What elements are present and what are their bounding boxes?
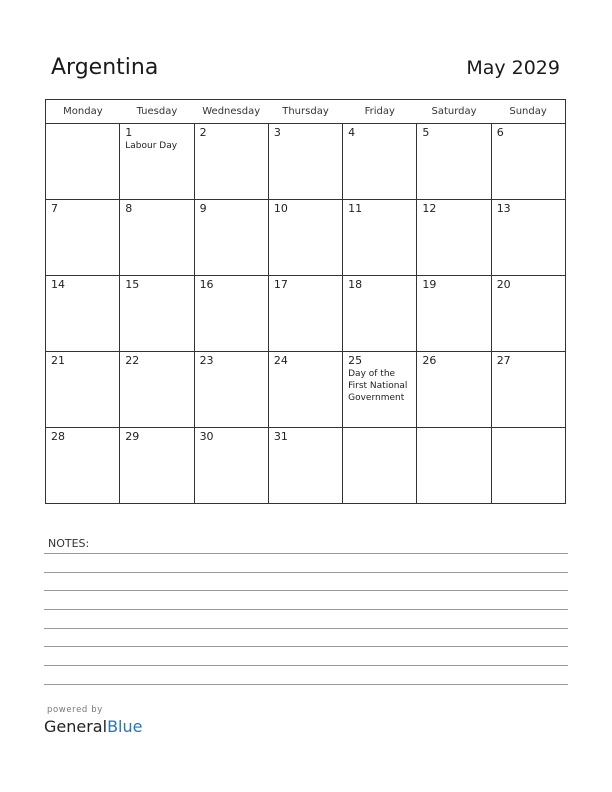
day-number: 18 [348, 278, 363, 291]
weekday-header: Saturday [417, 100, 491, 124]
day-cell [120, 352, 194, 428]
country-title: Argentina [51, 55, 159, 80]
day-cell [268, 276, 342, 352]
day-cell [194, 200, 268, 276]
holiday-label: Day of the First National Government [348, 369, 408, 403]
day-number: 10 [273, 202, 288, 215]
day-number: 21 [51, 354, 65, 367]
day-cell [268, 352, 342, 428]
day-cell [46, 124, 120, 200]
day-cell [417, 124, 491, 200]
day-cell [491, 276, 565, 352]
day-number: 13 [496, 202, 511, 215]
powered-by-text: powered by [47, 705, 103, 715]
day-cell [268, 428, 342, 504]
day-number: 3 [273, 126, 281, 139]
day-cell [417, 276, 491, 352]
day-number: 5 [422, 126, 430, 139]
day-cell [268, 124, 342, 200]
note-line [44, 665, 568, 666]
notes-label: NOTES: [48, 537, 90, 550]
weekday-header-row [46, 100, 566, 124]
day-cell [417, 352, 491, 428]
day-number: 15 [125, 278, 140, 291]
day-number: 14 [51, 278, 65, 291]
week-row [46, 428, 566, 504]
day-cell [194, 276, 268, 352]
brand-blue: Blue [107, 717, 143, 736]
day-cell [417, 200, 491, 276]
weekday-header: Thursday [268, 100, 342, 124]
day-number: 31 [273, 430, 288, 443]
holiday-label: Labour Day [125, 141, 178, 151]
weekday-header: Friday [343, 100, 417, 124]
note-line [44, 572, 568, 573]
day-cell [491, 200, 565, 276]
calendar-grid [45, 99, 566, 504]
day-number: 1 [125, 126, 133, 139]
day-cell [120, 276, 194, 352]
day-cell [46, 352, 120, 428]
week-row [46, 200, 566, 276]
note-line [44, 646, 568, 647]
note-line [44, 609, 568, 610]
week-row [46, 124, 566, 200]
brand-general: General [44, 717, 108, 736]
week-row [46, 352, 566, 428]
day-cell [343, 276, 417, 352]
day-number: 2 [199, 126, 207, 139]
day-number: 23 [199, 354, 214, 367]
day-cell [417, 428, 491, 504]
day-cell [46, 428, 120, 504]
day-number: 11 [348, 202, 363, 215]
day-cell [194, 352, 268, 428]
day-cell [343, 200, 417, 276]
month-year-title: May 2029 [466, 57, 560, 79]
day-number: 17 [273, 278, 288, 291]
day-cell [46, 200, 120, 276]
note-line [44, 590, 568, 591]
day-cell [343, 428, 417, 504]
note-line [44, 553, 568, 554]
day-cell [120, 124, 194, 200]
day-cell [120, 428, 194, 504]
day-cell [194, 428, 268, 504]
day-number: 16 [199, 278, 214, 291]
day-cell [46, 276, 120, 352]
weekday-header: Monday [46, 100, 120, 124]
day-number: 12 [422, 202, 437, 215]
brand-logo [44, 717, 142, 736]
day-cell [120, 200, 194, 276]
day-number: 28 [51, 430, 65, 443]
day-number: 7 [51, 202, 58, 215]
note-line [44, 628, 568, 629]
day-cell [491, 352, 565, 428]
day-number: 6 [496, 126, 504, 139]
day-cell [343, 352, 417, 428]
day-number: 4 [348, 126, 356, 139]
note-line [44, 684, 568, 685]
day-number: 26 [422, 354, 437, 367]
day-number: 9 [199, 202, 207, 215]
day-number: 24 [273, 354, 288, 367]
day-number: 29 [125, 430, 140, 443]
weekday-header: Sunday [491, 100, 565, 124]
day-number: 22 [125, 354, 140, 367]
day-number: 25 [348, 354, 363, 367]
day-cell [491, 428, 565, 504]
day-cell [491, 124, 565, 200]
day-number: 30 [199, 430, 214, 443]
day-number: 20 [496, 278, 511, 291]
day-cell [343, 124, 417, 200]
weekday-header: Tuesday [120, 100, 194, 124]
week-row [46, 276, 566, 352]
day-cell [194, 124, 268, 200]
day-number: 19 [422, 278, 437, 291]
weekday-header: Wednesday [194, 100, 268, 124]
day-number: 27 [496, 354, 511, 367]
day-number: 8 [125, 202, 133, 215]
day-cell [268, 200, 342, 276]
